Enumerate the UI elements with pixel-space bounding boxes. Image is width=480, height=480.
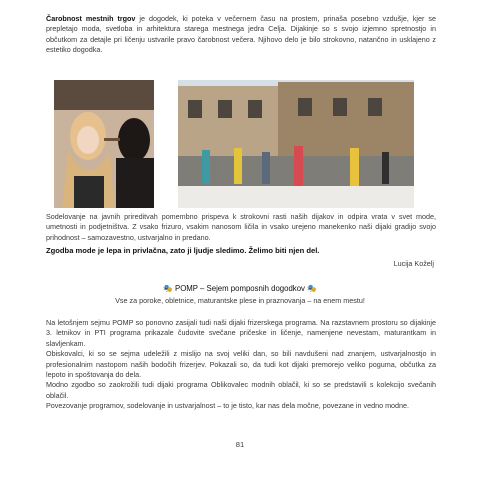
pomp-body xyxy=(46,318,436,412)
collab-emphasis: Zgodba mode je lepa in privlačna, zato ji ljudje sledimo. Želimo biti njen del. xyxy=(46,246,320,255)
pomp-paragraph: Obiskovalci, ki so se sejma udeležili z mislijo na svoj veliki dan, so bili navdušeni nad znanjem, ustvarjalnostjo in profesionalnim nastopom naših bodočih frizerjev. Pokazali so, da tudi kot dijaki premorejo veliko poguma, občutka za lepoto in spoštovanja do dela. xyxy=(46,349,436,380)
collab-paragraph: Sodelovanje na javnih prireditvah pomembno prispeva k strokovni rasti naših dijakov in odpira vrata v svet mode, umetnosti in podjetništva. Z vsako frizuro, vsakim nanosom ličila in vsako urejeno manekenko naši dijaki gradijo svojo prihodnost – samozavestno, ustvarjalno in predano. xyxy=(46,212,436,242)
pomp-heading xyxy=(0,284,480,293)
photo-fashion-show-illustration xyxy=(178,80,414,208)
photo-fashion-show xyxy=(178,80,414,208)
pomp-subtitle: Vse za poroke, obletnice, maturantske plese in praznovanja – na enem mestu! xyxy=(115,296,365,305)
page-number: 81 xyxy=(235,440,245,449)
intro-text: je dogodek, ki poteka v večernem času na prostem, prinaša posebno vzdušje, kjer se prepletajo moda, svetloba in arhitektura starega mestnega jedra Celja. Dijakinje so s svojo izjemno spretnostjo in občutkom za detajle pri ličenju ustvarile pravo čarobnost večera. Njihovo delo je bilo strokovno, natančno in usklajeno z estetiko dogodka. xyxy=(46,14,436,55)
pomp-title: POMP – Sejem pomposnih dogodkov xyxy=(175,284,305,293)
pomp-paragraph: Povezovanje programov, sodelovanje in ustvarjalnost – to je tisto, kar nas dela močne, povezane in vedno modne. xyxy=(46,401,410,411)
pomp-paragraph: Na letošnjem sejmu POMP so ponovno zasijali tudi naši dijaki frizerskega programa. Na razstavnem prostoru so dijakinje 3. letnikov in PTI programa prikazale čudovite svečane pričeske in ličenje, namenjene nevestam, maturantkam in slavljenkam. xyxy=(46,318,436,348)
intro-paragraph xyxy=(46,14,436,56)
author-signature: Lucija Koželj xyxy=(393,259,434,268)
theater-masks-icon: 🎭 xyxy=(163,284,173,293)
pomp-paragraph: Modno zgodbo so zaokrožili tudi dijaki programa Oblikovalec modnih oblačil, ki so se predstavili s kolekcijo svečanih oblačil. xyxy=(46,380,436,400)
photo-makeup-artist xyxy=(54,80,154,208)
photo-makeup-artist-illustration xyxy=(54,80,154,208)
intro-lead: Čarobnost mestnih trgov xyxy=(46,14,136,23)
theater-masks-icon: 🎭 xyxy=(307,284,317,293)
